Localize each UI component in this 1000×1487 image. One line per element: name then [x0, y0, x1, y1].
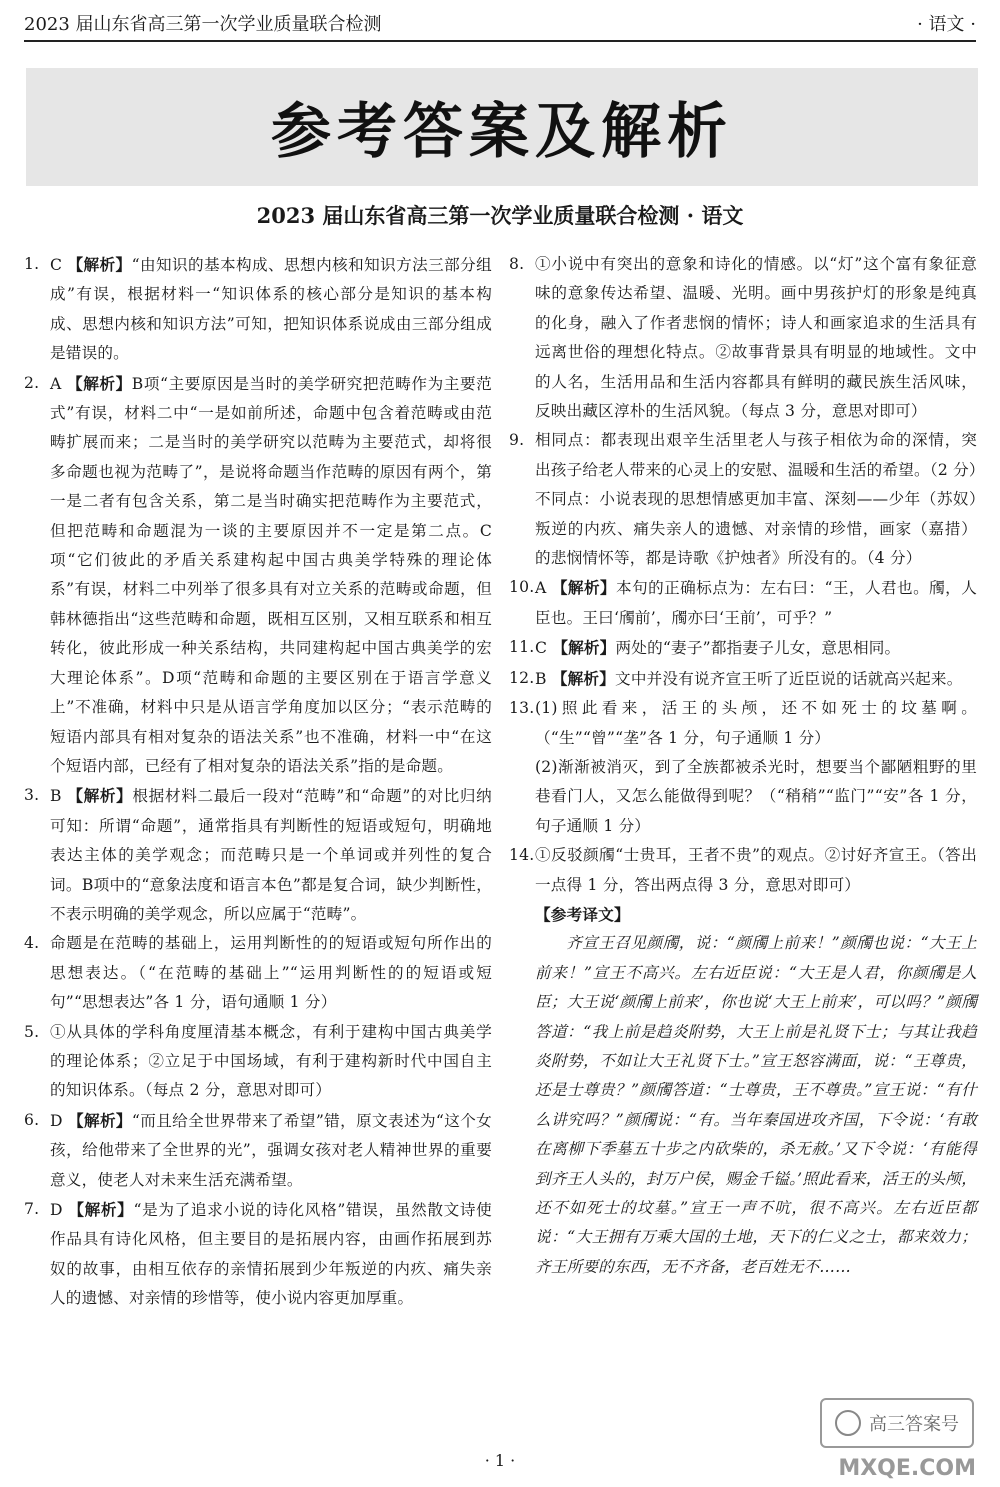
answer-item: 8. ①小说中有突出的意象和诗化的情感。以“灯”这个富有象征意味的意象传达希望、温暖、光明。画中男孩护灯的形象是纯真的化身，融入了作者悲悯的情怀；诗人和画家追求的生活具有远离世俗的理想化特点。②故事背景具有明显的地域性。文中的人名，生活用品和生活内容都具有鲜明的藏民族生活风味，反映出藏区淳朴的生活风貌。（每点 3 分，意思对即可） — [509, 255, 977, 421]
running-header — [24, 8, 976, 42]
header-left: 2023 届山东省高三第一次学业质量联合检测 — [24, 14, 382, 35]
exam-subtitle: 2023 届山东省高三第一次学业质量联合检测 · 语文 — [256, 203, 744, 228]
answer-item: 2. A 【解析】B项“主要原因是当时的美学研究把范畴作为主要范式”有误，材料二中“一是如前所述，命题中包含着范畴或由范畴扩展而来；二是当时的美学研究以范畴为主要范式，却将很多命题也视为范畴了”，是说将命题当作范畴的原因有两个，第一是二者有包含关系，第二是当时确实把范畴作为主要范式，但把范畴和命题混为一谈的主要原因并不一定是第二点。C项“它们彼此的矛盾关系建构起中国古典美学特殊的理论体系”有误，材料二中列举了很多具有对立关系的范畴或命题，但韩林德指出“这些范畴和命题，既相互区别，又相互联系和相互转化，彼此形成一种关系结构，共同建构起中国古典美学的宏大理论体系”。D项“范畴和命题的主要区别在于语言学意义上”不准确，材料中只是从语言学角度加以区分；“表示范畴的短语内部具有相对复杂的语法关系”也不准确，材料一中“在这个短语内部，已经有了相对复杂的语法关系”指的是命题。 — [24, 373, 492, 775]
answer-item: 4. 命题是在范畴的基础上，运用判断性的的短语或短句所作出的思想表达。（“在范畴的基础上”“运用判断性的的短语或短句”“思想表达”各 1 分，语句通顺 1 分） — [24, 934, 492, 1012]
answer-item: 1. C 【解析】“由知识的基本构成、思想内核和知识方法三部分组成”有误，根据材料一“知识体系的核心部分是知识的基本构成、思想内核和知识方法”可知，把知识体系说成由三部分组成是错误的。 — [24, 255, 492, 363]
answer-item: 9. 相同点：都表现出艰辛生活里老人与孩子相依为命的深情，突出孩子给老人带来的心灵上的安慰、温暖和生活的希望。（2 分） — [509, 431, 985, 479]
answer-item: 3. B 【解析】根据材料二最后一段对“范畴”和“命题”的对比归纳可知：所谓“命题”，通常指具有判断性的短语或短句，明确地表达主体的美学观念；而范畴只是一个单词或并列性的复合词。B项中的“意象法度和语言本色”都是复合词，缺少判断性，不表示明确的美学观念，所以应属于“范畴”。 — [24, 786, 492, 923]
title-banner — [26, 68, 978, 186]
answer-item: 14. ①反驳颜斶“士贵耳，王者不贵”的观点。②讨好齐宣王。（答出一点得 1 分，答出两点得 3 分，意思对即可） — [509, 846, 977, 894]
answer-item: 10. A 【解析】本句的正确标点为：左右曰：“王，人君也。斶，人臣也。王曰‘斶前’，斶亦曰‘王前’，可乎？” — [509, 578, 977, 627]
reference-translation-title: 【参考译文】 — [535, 904, 630, 924]
right-column — [509, 250, 985, 1282]
header-right: · 语文 · — [917, 14, 976, 35]
reference-translation: 齐宣王召见颜斶，说：“颜斶上前来！”颜斶也说：“大王上前来！”宣王不高兴。左右近臣说：“大王是人君，你颜斶是人臣；大王说‘颜斶上前来’，你也说‘大王上前来’，可以吗？”颜斶答道：“我上前是趋炎附势，大王上前是礼贤下士；与其让我趋炎附势，不如让大王礼贤下士。”宣王怒容满面，说：“王尊贵，还是士尊贵？”颜斶答道：“士尊贵，王不尊贵。”宣王说：“有什么讲究吗？”颜斶说：“有。当年秦国进攻齐国，下令说：‘有敢在离柳下季墓五十步之内砍柴的，杀无赦。’又下令说：‘有能得到齐王人头的，封万户侯，赐金千镒。’照此看来，活王的头颅，还不如死士的坟墓。”宣王一声不吭，很不高兴。左右近臣都说：“大王拥有万乘大国的土地，天下的仁义之士，都来效力；齐王所要的东西，无不齐备，老百姓无不…… — [535, 934, 977, 1276]
answer-item: 5. ①从具体的学科角度厘清基本概念，有利于建构中国古典美学的理论体系；②立足于中国场域，有利于建构新时代中国自主的知识体系。（每点 2 分，意思对即可） — [24, 1022, 492, 1100]
page-number: · 1 · — [484, 1451, 516, 1470]
answer-continuation: (2)渐渐被消灭，到了全族都被杀光时，想要当个鄙陋粗野的里巷看门人，又怎么能做得到呢？（“稍稍”“监门”“安”各 1 分，句子通顺 1 分） — [535, 757, 977, 835]
banner-title: 参考答案及解析 — [271, 97, 733, 167]
watermark-badge — [820, 1398, 974, 1448]
answer-item: 7. D 【解析】“是为了追求小说的诗化风格”错误，虽然散文诗使作品具有诗化风格，但主要目的是拓展内容，由画作拓展到苏奴的故事，由相互依存的亲情拓展到少年叛逆的内疚、痛失亲人的遗憾、对亲情的珍惜等，使小说内容更加厚重。 — [24, 1200, 492, 1308]
left-column — [24, 250, 492, 1314]
answer-item: 11. C 【解析】两处的“妻子”都指妻子儿女，意思相同。 — [509, 638, 901, 658]
footer-logo: MXQE.COM — [838, 1456, 976, 1481]
answer-item: 13. (1)照此看来，活王的头颅，还不如死士的坟墓啊。（“生”“曾”“垄”各 1 分，句子通顺 1 分） — [509, 699, 977, 747]
answer-item: 12. B 【解析】文中并没有说齐宣王听了近臣说的话就高兴起来。 — [509, 668, 963, 688]
watermark-text: 高三答案号 — [869, 1414, 959, 1435]
answer-continuation: 不同点：小说表现的思想情感更加丰富、深刻——少年（苏奴）叛逆的内疚、痛失亲人的遗憾、对亲情的珍惜，画家（嘉措）的悲悯情怀等，都是诗歌《护烛者》所没有的。（4 分） — [535, 490, 977, 568]
wechat-icon — [835, 1410, 861, 1436]
answer-item: 6. D 【解析】“而且给全世界带来了希望”错，原文表述为“这个女孩，给他带来了全世界的光”，强调女孩对老人精神世界的重要意义，使老人对未来生活充满希望。 — [24, 1110, 492, 1189]
